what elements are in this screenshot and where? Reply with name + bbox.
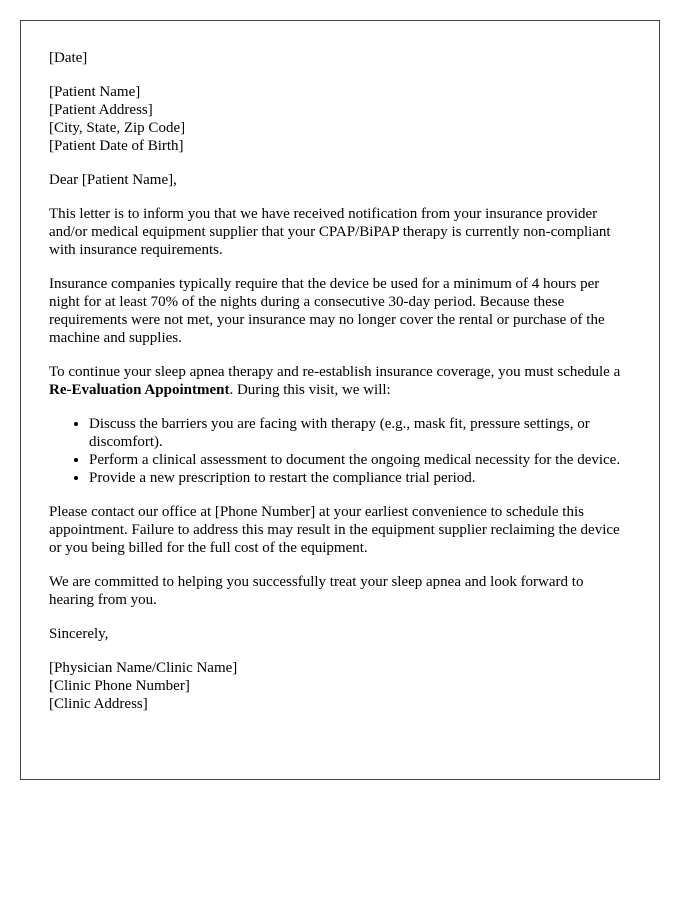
recipient-name: [Patient Name] <box>49 84 141 100</box>
paragraph-commitment: We are committed to helping you successfully treat your sleep apnea and look forward to hearing from you. <box>49 574 584 608</box>
paragraph-requirements: Insurance companies typically require that the device be used for a minimum of 4 hours per night for at least 70% of the nights during a consecutive 30-day period. Because these requirements were not met, your insurance may no longer cover the rental or purchase of the machine and supplies. <box>49 276 605 346</box>
recipient-address: [Patient Address] <box>49 102 153 118</box>
recipient-city-state-zip: [City, State, Zip Code] <box>49 120 186 136</box>
paragraph-notification: This letter is to inform you that we have received notification from your insurance provider and/or medical equipment supplier that your CPAP/BiPAP therapy is currently non-compliant with insurance requirements. <box>49 206 611 258</box>
list-item: • Discuss the barriers you are facing with therapy (e.g., mask fit, pressure settings, or discomfort). <box>89 415 631 451</box>
closing: Sincerely, <box>49 626 109 642</box>
paragraph-reevaluation <box>49 363 631 399</box>
reevaluation-appointment-bold: Re-Evaluation Appointment <box>49 382 230 398</box>
letter-page <box>20 20 660 780</box>
reevaluation-text-before: To continue your sleep apnea therapy and re-establish insurance coverage, you must schedule a <box>49 364 621 380</box>
signature-name: [Physician Name/Clinic Name] <box>49 660 238 676</box>
letter-date: [Date] <box>49 50 88 66</box>
signature-address: [Clinic Address] <box>49 696 148 712</box>
salutation: Dear [Patient Name], <box>49 172 177 188</box>
reevaluation-text-after: . During this visit, we will: <box>229 382 391 398</box>
recipient-dob: [Patient Date of Birth] <box>49 138 184 154</box>
paragraph-contact: Please contact our office at [Phone Number] at your earliest convenience to schedule this appointment. Failure to address this may result in the equipment supplier reclaiming the device or you being billed for the full cost of the equipment. <box>49 504 620 556</box>
list-item: • Perform a clinical assessment to document the ongoing medical necessity for the device. <box>89 451 631 469</box>
signature-block <box>49 659 631 713</box>
signature-phone: [Clinic Phone Number] <box>49 678 190 694</box>
recipient-address-block <box>49 83 631 155</box>
list-item: • Provide a new prescription to restart the compliance trial period. <box>89 469 631 487</box>
visit-tasks-list <box>49 415 631 487</box>
